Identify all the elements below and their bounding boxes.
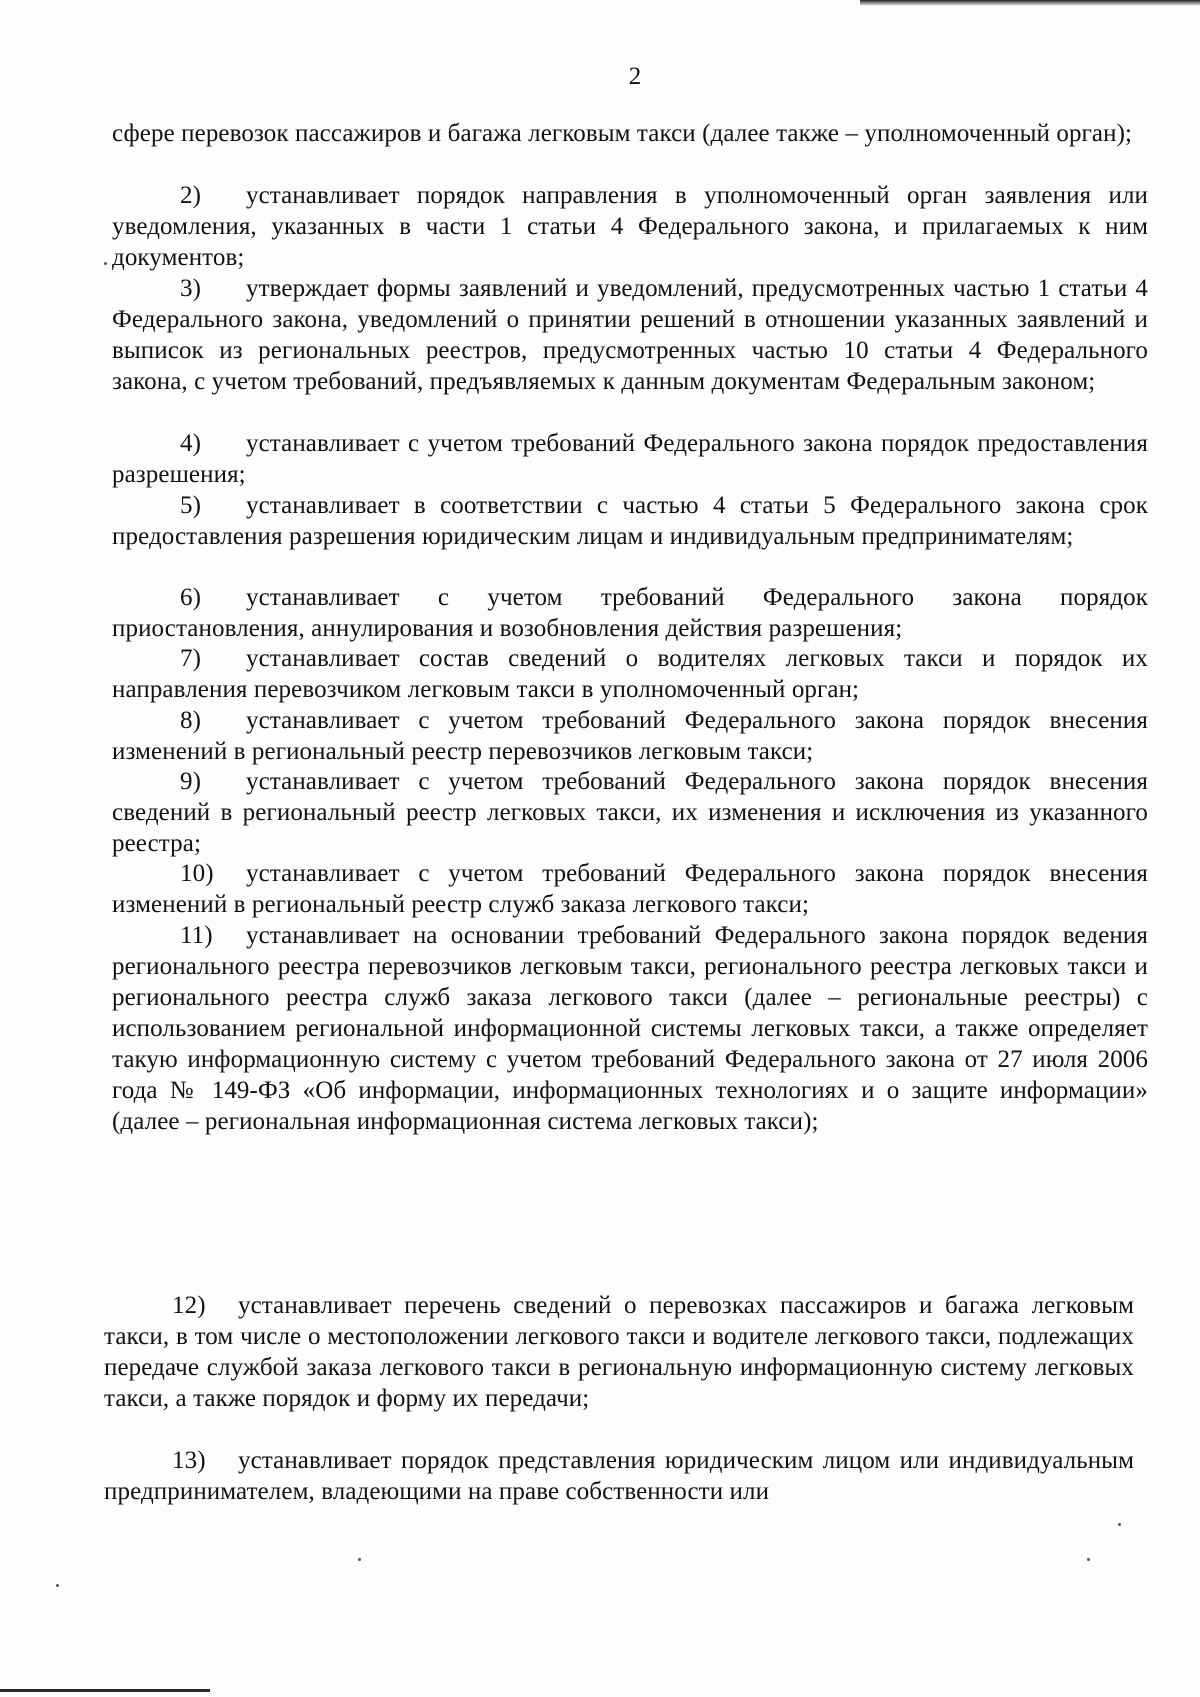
list-item-number: 7) <box>180 645 202 672</box>
list-item <box>104 1290 1134 1414</box>
list-item-number: 11) <box>180 922 213 949</box>
list-item <box>112 705 1148 767</box>
list-item-text: утверждает формы заявлений и уведомлений, предусмотренных частью 1 статьи 4 Федерального закона, уведомлений о принятии решений в отношении указанных заявлений и выписок из региональных реестров, предусмотренных частью 10 статьи 4 Федерального закона, с учетом требований, предъявляемых к данным документам Федеральным законом; <box>112 275 1148 395</box>
scan-speck <box>104 262 107 265</box>
list-item-number: 3) <box>180 275 202 302</box>
list-item <box>112 858 1148 920</box>
list-item <box>112 180 1148 273</box>
paragraph-continuation <box>112 118 1148 149</box>
list-item-text: устанавливает с учетом требований Федерального закона порядок приостановления, аннулирования и возобновления действия разрешения; <box>112 584 1148 642</box>
list-item <box>112 582 1148 644</box>
list-item <box>112 428 1148 490</box>
scan-edge-line <box>0 1689 210 1692</box>
list-item <box>112 920 1148 1137</box>
scan-edge-shadow <box>860 0 1200 6</box>
list-item-text: устанавливает с учетом требований Федерального закона порядок внесения изменений в региональный реестр перевозчиков легковым такси; <box>112 707 1148 765</box>
scan-speck <box>1087 1558 1090 1561</box>
list-item <box>112 490 1148 552</box>
list-item-number: 8) <box>180 707 202 734</box>
list-item-text: устанавливает в соответствии с частью 4 статьи 5 Федерального закона срок предоставления разрешения юридическим лицам и индивидуальным предпринимателям; <box>112 492 1148 550</box>
list-item-text: устанавливает состав сведений о водителях легковых такси и порядок их направления перевозчиком легковым такси в уполномоченный орган; <box>112 645 1148 703</box>
list-item <box>112 766 1148 859</box>
list-item-text: устанавливает на основании требований Федерального закона порядок ведения регионального реестра перевозчиков легковым такси, регионального реестра легковых такси и регионального реестра служб заказа легкового такси (далее – региональные реестры) с использованием региональной информационной системы легковых такси, а также определяет такую информационную систему с учетом требований Федерального закона от 27 июля 2006 года № 149-ФЗ «Об информации, информационных технологиях и о защите информации» (далее – региональная информационная система легковых такси); <box>112 922 1148 1135</box>
list-item-number: 4) <box>180 430 202 457</box>
page-number: 2 <box>628 63 642 90</box>
list-item-number: 10) <box>180 860 214 887</box>
list-item-text: устанавливает порядок направления в уполномоченный орган заявления или уведомления, указанных в части 1 статьи 4 Федерального закона, и прилагаемых к ним документов; <box>112 182 1148 271</box>
list-item-text: устанавливает с учетом требований Федерального закона порядок внесения сведений в региональный реестр легковых такси, их изменения и исключения из указанного реестра; <box>112 768 1148 857</box>
scan-speck <box>56 1584 59 1587</box>
list-item-number: 13) <box>172 1447 206 1474</box>
list-item-text: устанавливает с учетом требований Федерального закона порядок предоставления разрешения; <box>112 430 1148 488</box>
list-item-number: 2) <box>180 182 202 209</box>
list-item-number: 5) <box>180 492 202 519</box>
list-item <box>104 1445 1134 1507</box>
list-item-number: 9) <box>180 768 202 795</box>
list-item <box>112 643 1148 705</box>
list-item-number: 6) <box>180 584 202 611</box>
paragraph-text: сфере перевозок пассажиров и багажа легковым такси (далее также – уполномоченный орган); <box>112 120 1133 147</box>
scan-speck <box>358 1558 361 1561</box>
list-item <box>112 273 1148 397</box>
list-item-text: устанавливает перечень сведений о перевозках пассажиров и багажа легковым такси, в том числе о местоположении легкового такси и водителе легкового такси, подлежащих передаче службой заказа легкового такси в региональную информационную систему легковых такси, а также порядок и форму их передачи; <box>104 1292 1134 1412</box>
scan-speck <box>1118 1523 1121 1526</box>
list-item-number: 12) <box>172 1292 206 1319</box>
list-item-text: устанавливает с учетом требований Федерального закона порядок внесения изменений в региональный реестр служб заказа легкового такси; <box>112 860 1148 918</box>
list-item-text: устанавливает порядок представления юридическим лицом или индивидуальным предпринимателем, владеющими на праве собственности или <box>104 1447 1134 1505</box>
